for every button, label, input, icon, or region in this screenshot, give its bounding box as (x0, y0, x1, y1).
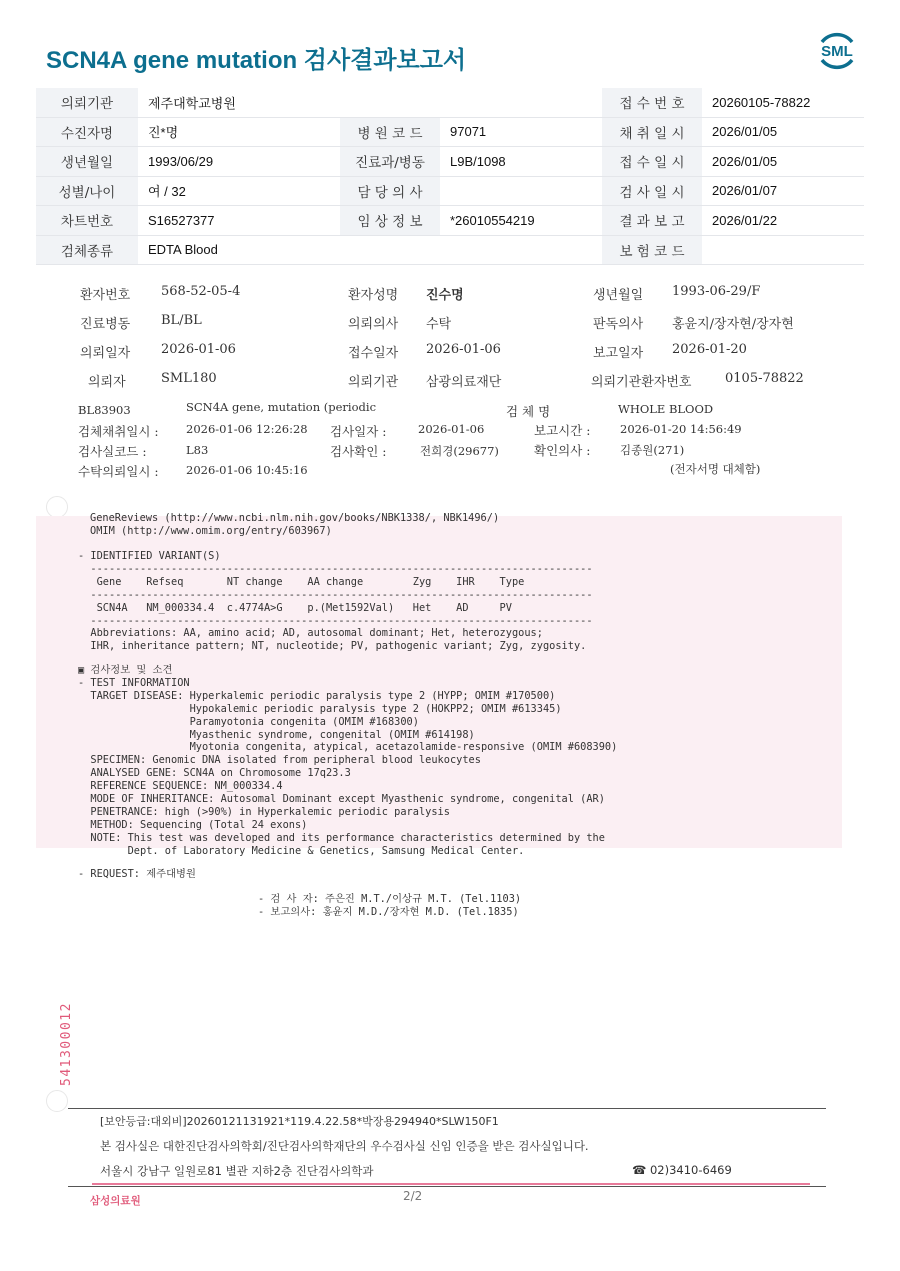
report-time-value: 2026-01-20 14:56:49 (620, 422, 742, 436)
report-time-label: 보고시간 : (534, 423, 591, 438)
field-value: SML180 (161, 371, 217, 386)
room-code-label: 검사실코드 : (78, 444, 147, 459)
header-label: 담 당 의 사 (340, 176, 440, 206)
logo-text: SML (821, 43, 853, 60)
header-label: 수진자명 (36, 117, 138, 147)
reference-links: GeneReviews (http://www.ncbi.nlm.nih.gov/books/NBK1338/, NBK1496/) OMIM (http://www.omim.org/entry/603967) (90, 512, 500, 537)
header-value: 1993/06/29 (138, 147, 340, 177)
specimen-value: WHOLE BLOOD (618, 402, 714, 416)
field-value: 1993-06-29/F (672, 284, 761, 299)
header-value: 제주대학교병원 (138, 88, 602, 117)
header-value: S16527377 (138, 206, 340, 236)
header-label: 결 과 보 고 (602, 206, 702, 236)
field-value: 2026-01-20 (672, 342, 747, 357)
header-label: 차트번호 (36, 206, 138, 236)
punch-hole (46, 1090, 68, 1112)
header-label: 의뢰기관 (36, 88, 138, 117)
field-label: 접수일자 (348, 346, 399, 361)
identified-variants-section: - IDENTIFIED VARIANT(S) --------------------------------------------------------------------------------- Gene Refseq NT change AA change Zyg IHR Type --------------------------------------------------------------------------------- SCN4A NM_000334.4 c.4774A>G p.(Met1592Val) Het AD PV --------------------------------------------------------------------------------- Abbreviations: AA, amino acid; AD, autosomal dominant; Het, heterozygous; IHR, inheritance pattern; NT, nucleotide; PV, pathogenic variant; Zyg, zygosity. (78, 550, 593, 653)
field-value: 홍윤지/장자현/장자현 (672, 317, 794, 332)
header-row (36, 147, 864, 177)
field-label: 의뢰기관 (348, 375, 399, 390)
header-label: 성별/나이 (36, 176, 138, 206)
footer-divider-bottom (68, 1186, 826, 1187)
header-row (36, 88, 864, 117)
header-label: 검 사 일 시 (602, 176, 702, 206)
header-label: 임 상 정 보 (340, 206, 440, 236)
field-value: 2026-01-06 (161, 342, 236, 357)
page-number: 2/2 (403, 1189, 423, 1203)
signers: - 검 사 자: 주은진 M.T./이상규 M.T. (Tel.1103) - 보고의사: 홍윤지 M.D./장자현 M.D. (Tel.1835) (258, 893, 522, 918)
field-value: 0105-78822 (725, 371, 804, 386)
header-value: 2026/01/07 (702, 176, 864, 206)
specimen-label: 검 체 명 (506, 404, 551, 419)
address-text: 서울시 강남구 일원로81 별관 지하2층 진단검사의학과 (100, 1164, 374, 1178)
header-label: 채 취 일 시 (602, 117, 702, 147)
field-label: 환자성명 (348, 288, 399, 303)
field-label: 의뢰일자 (80, 346, 131, 361)
header-label: 생년월일 (36, 147, 138, 177)
footer-divider (68, 1108, 826, 1109)
header-label: 접 수 번 호 (602, 88, 702, 117)
commission-value: 2026-01-06 10:45:16 (186, 463, 308, 477)
field-value: 2026-01-06 (426, 342, 501, 357)
header-value: 2026/01/05 (702, 147, 864, 177)
header-value: 여 / 32 (138, 176, 340, 206)
header-value: 20260105-78822 (702, 88, 864, 117)
collect-label: 검체채취일시 : (78, 424, 159, 439)
esign-note: (전자서명 대체함) (670, 462, 761, 476)
report-title: SCN4A gene mutation 검사결과보고서 (46, 47, 467, 74)
field-value: 삼광의료재단 (426, 375, 502, 390)
test-name: SCN4A gene, mutation (periodic (186, 400, 377, 414)
header-label: 접 수 일 시 (602, 147, 702, 177)
header-value (702, 235, 864, 265)
field-label: 보고일자 (593, 346, 644, 361)
certification-text: 본 검사실은 대한진단검사의학회/진단검사의학재단의 우수검사실 신임 인증을 받은 검사실입니다. (100, 1139, 589, 1153)
phone-text: ☎ 02)3410-6469 (632, 1163, 732, 1177)
room-code-value: L83 (186, 443, 209, 457)
header-value (440, 176, 602, 206)
field-label: 의뢰기관환자번호 (591, 375, 692, 390)
field-value: 568-52-05-4 (161, 284, 241, 299)
header-row (36, 235, 864, 265)
footer-pink-rule (92, 1183, 810, 1185)
exam-date-label: 검사일자 : (330, 424, 387, 439)
header-row (36, 206, 864, 236)
exam-date-value: 2026-01-06 (418, 422, 485, 436)
request-line: - REQUEST: 제주대병원 (78, 868, 196, 880)
field-value: 수탁 (426, 317, 452, 332)
test-information-section: ▣ 검사정보 및 소견 - TEST INFORMATION TARGET DISEASE: Hyperkalemic periodic paralysis type 2 (HYPP; OMIM #170500) Hypokalemic periodic paralysis type 2 (HOKPP2; OMIM #613345) Paramyotonia congenita (OMIM #168300) Myasthenic syndrome, congenital (OMIM #614198) Myotonia congenita, atypical, acetazolamide-responsive (OMIM #608390) SPECIMEN: Genomic DNA isolated from peripheral blood leukocytes ANALYSED GENE: SCN4A on Chromosome 17q23.3 REFERENCE SEQUENCE: NM_000334.4 MODE OF INHERITANCE: Autosomal Dominant except Myasthenic syndrome, congenital (AR) PENETRANCE: high (>90%) in Hyperkalemic periodic paralysis METHOD: Sequencing (Total 24 exons) NOTE: This test was developed and its performance characteristics determined by the Dept. of Laboratory Medicine & Genetics, Samsung Medical Center. (78, 664, 618, 857)
header-value: 97071 (440, 117, 602, 147)
field-label: 판독의사 (593, 317, 644, 332)
field-label: 진료병동 (80, 317, 131, 332)
header-value: L9B/1098 (440, 147, 602, 177)
header-value: 2026/01/22 (702, 206, 864, 236)
header-label: 진료과/병동 (340, 147, 440, 177)
confirm-label: 검사확인 : (330, 444, 387, 459)
header-label: 검체종류 (36, 235, 138, 265)
header-value: *26010554219 (440, 206, 602, 236)
field-label: 의뢰의사 (348, 317, 399, 332)
header-label: 보 험 코 드 (602, 235, 702, 265)
header-row (36, 117, 864, 147)
side-serial-text: 541300012 (59, 1002, 74, 1086)
sml-logo (814, 28, 860, 74)
header-row (36, 176, 864, 206)
header-value: EDTA Blood (138, 235, 602, 265)
header-value: 진*명 (138, 117, 340, 147)
confirm-doctor-label: 확인의사 : (534, 443, 591, 458)
header-label: 병 원 코 드 (340, 117, 440, 147)
side-serial-stamp (50, 990, 80, 1090)
confirm-value: 전희경(29677) (420, 444, 499, 458)
commission-label: 수탁의뢰일시 : (78, 464, 159, 479)
field-label: 환자번호 (80, 288, 131, 303)
field-value: 진수명 (426, 288, 464, 303)
confirm-doctor-value: 김종원(271) (620, 443, 685, 457)
exam-code: BL83903 (78, 403, 131, 417)
hospital-mark: 삼성의료원 (90, 1195, 141, 1207)
collect-value: 2026-01-06 12:26:28 (186, 422, 308, 436)
field-label: 의뢰자 (88, 375, 126, 390)
punch-hole (46, 496, 68, 518)
security-line: [보안등급:대외비]20260121131921*119.4.22.58*박장용294940*SLW150F1 (100, 1115, 499, 1128)
header-value: 2026/01/05 (702, 117, 864, 147)
field-label: 생년월일 (593, 288, 644, 303)
header-info-table (36, 88, 864, 265)
field-value: BL/BL (161, 313, 202, 328)
